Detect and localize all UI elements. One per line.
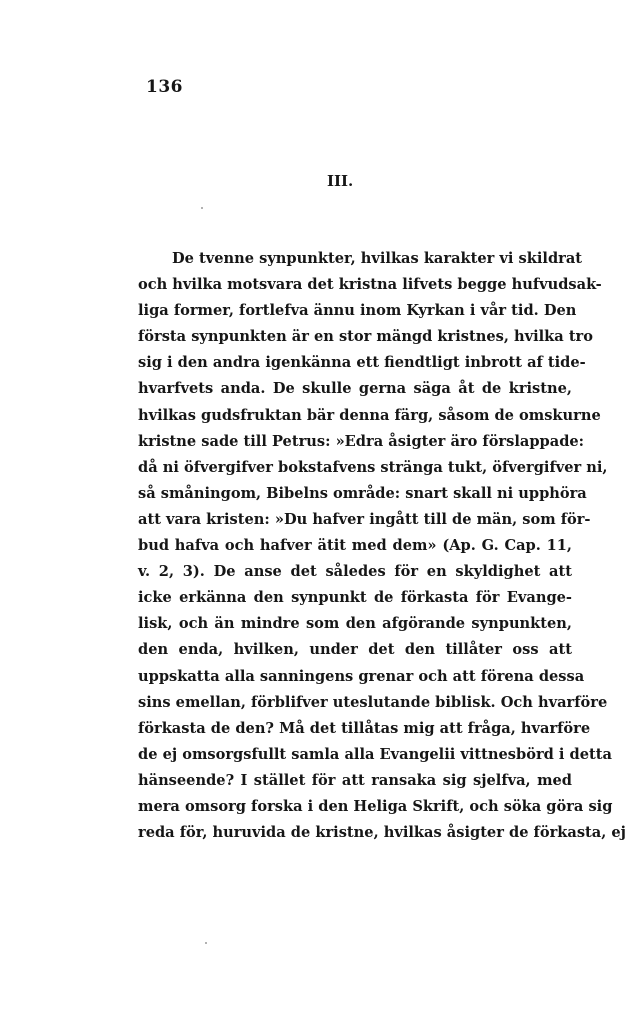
text-line: och hvilka motsvara det kristna lifvets begge hufvudsak-	[138, 276, 602, 294]
text-line: hvarfvets anda. De skulle gerna säga åt de kristne,	[138, 380, 572, 398]
text-line: sig i den andra igenkänna ett fiendtligt inbrott af tide-	[138, 354, 586, 372]
text-line: hvilkas gudsfruktan bär denna färg, såsom de omskurne	[138, 406, 601, 424]
text-line: första synpunkten är en stor mängd kristnes, hvilka tro	[138, 328, 593, 346]
text-line: hänseende? I stället för att ransaka sig sjelfva, med	[138, 771, 572, 789]
page-number: 136	[146, 77, 183, 97]
section-heading: III.	[327, 172, 354, 190]
text-line: sins emellan, förblifver uteslutande biblisk. Och hvarföre	[138, 693, 608, 711]
body-text	[138, 246, 626, 846]
text-line: då ni öfvergifver bokstafvens stränga tukt, öfvergifver ni,	[138, 458, 608, 476]
text-line: v. 2, 3). De anse det således för en skyldighet att	[138, 563, 572, 581]
text-line: liga former, fortlefva ännu inom Kyrkan i vår tid. Den	[138, 302, 577, 320]
text-line: så småningom, Bibelns område: snart skall ni upphöra	[138, 484, 587, 502]
text-line: förkasta de den? Må det tillåtas mig att fråga, hvarföre	[138, 719, 591, 737]
text-line: bud hafva och hafver ätit med dem» (Ap. G. Cap. 11,	[138, 537, 572, 555]
text-line: mera omsorg forska i den Heliga Skrift, och söka göra sig	[138, 797, 613, 815]
text-line: uppskatta alla sanningens grenar och att förena dessa	[138, 667, 585, 685]
text-line: de ej omsorgsfullt samla alla Evangelii vittnesbörd i detta	[138, 745, 612, 763]
print-speck	[205, 942, 207, 944]
text-line: kristne sade till Petrus: »Edra åsigter äro förslappade:	[138, 432, 585, 450]
text-line: lisk, och än mindre som den afgörande synpunkten,	[138, 615, 572, 633]
text-line: reda för, huruvida de kristne, hvilkas åsigter de förkasta, ej	[138, 824, 626, 842]
text-line: den enda, hvilken, under det den tillåter oss att	[138, 641, 572, 659]
print-speck	[201, 207, 203, 209]
text-line: icke erkänna den synpunkt de förkasta för Evange-	[138, 589, 572, 607]
text-line: De tvenne synpunkter, hvilkas karakter vi skildrat	[172, 250, 583, 267]
text-line: att vara kristen: »Du hafver ingått till de män, som för-	[138, 510, 591, 528]
